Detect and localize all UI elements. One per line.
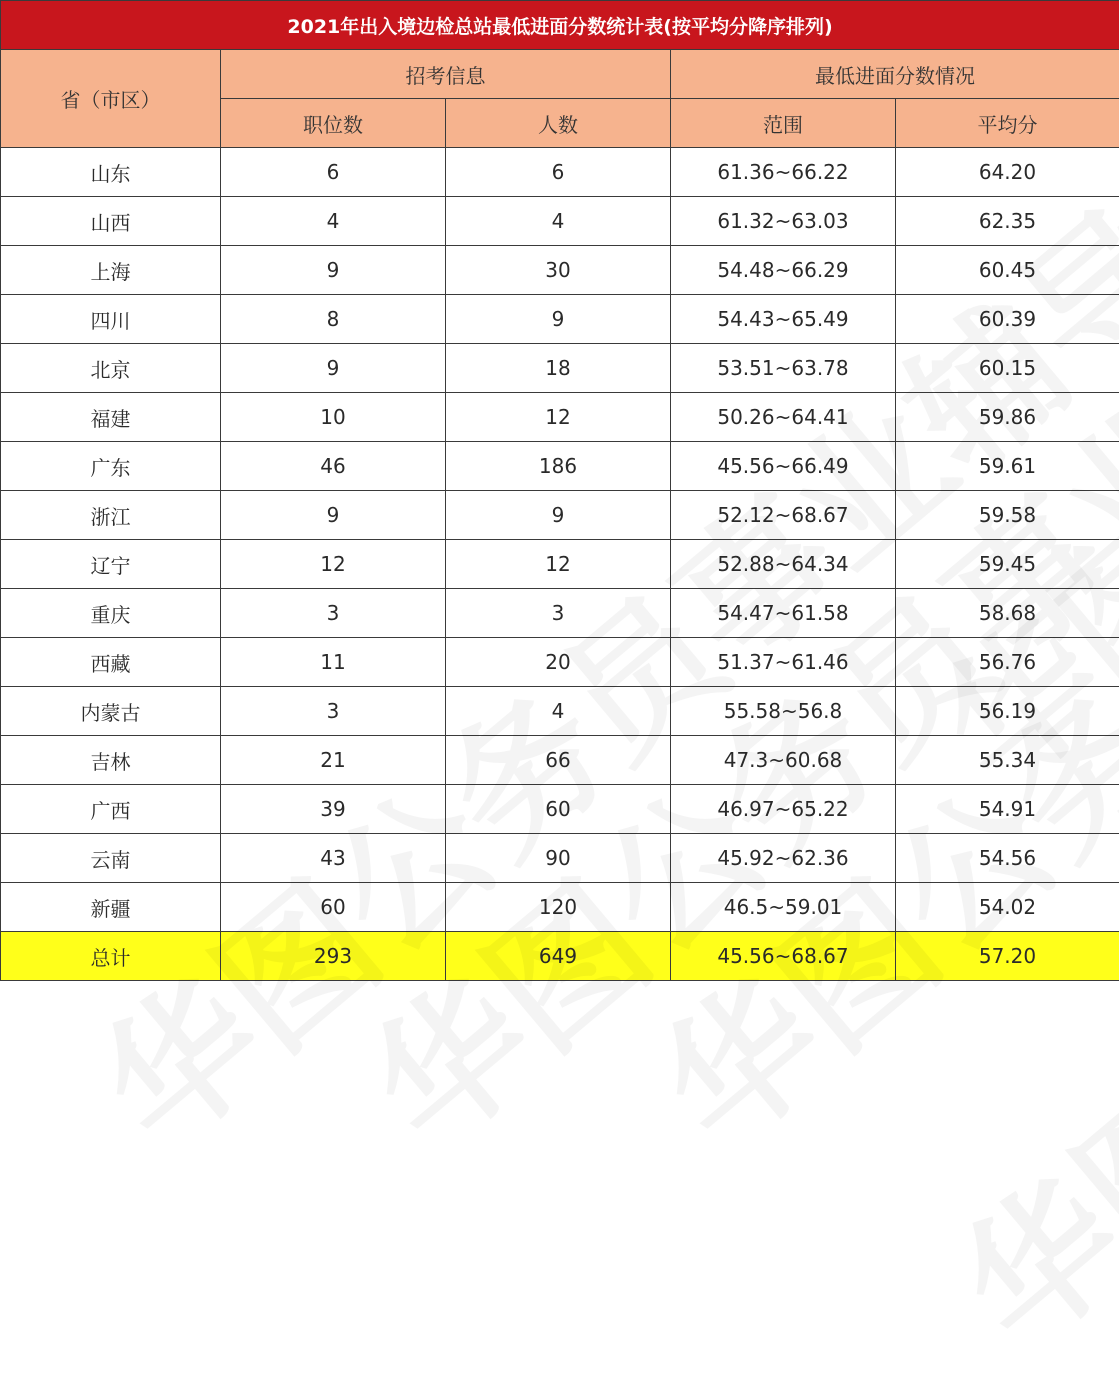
header-average: 平均分 (896, 99, 1119, 148)
cell-region: 山东 (1, 148, 221, 197)
table-row (1, 687, 1119, 736)
cell-average: 60.39 (896, 295, 1119, 344)
cell-range: 61.32~63.03 (671, 197, 896, 246)
cell-positions: 46 (221, 442, 446, 491)
cell-people: 18 (446, 344, 671, 393)
header-row-1 (1, 50, 1119, 99)
cell-range: 45.92~62.36 (671, 834, 896, 883)
table-row (1, 834, 1119, 883)
cell-region: 山西 (1, 197, 221, 246)
cell-positions: 11 (221, 638, 446, 687)
header-people: 人数 (446, 99, 671, 148)
cell-average: 59.61 (896, 442, 1119, 491)
cell-region: 云南 (1, 834, 221, 883)
cell-region: 西藏 (1, 638, 221, 687)
cell-average: 62.35 (896, 197, 1119, 246)
cell-positions: 9 (221, 246, 446, 295)
total-range: 45.56~68.67 (671, 932, 896, 981)
cell-people: 4 (446, 197, 671, 246)
cell-range: 53.51~63.78 (671, 344, 896, 393)
cell-range: 54.47~61.58 (671, 589, 896, 638)
cell-range: 52.12~68.67 (671, 491, 896, 540)
cell-average: 58.68 (896, 589, 1119, 638)
cell-people: 186 (446, 442, 671, 491)
cell-positions: 60 (221, 883, 446, 932)
header-positions: 职位数 (221, 99, 446, 148)
cell-people: 6 (446, 148, 671, 197)
cell-average: 54.02 (896, 883, 1119, 932)
cell-people: 9 (446, 491, 671, 540)
cell-range: 50.26~64.41 (671, 393, 896, 442)
header-group-recruit: 招考信息 (221, 50, 671, 99)
cell-region: 辽宁 (1, 540, 221, 589)
table-row (1, 883, 1119, 932)
cell-positions: 6 (221, 148, 446, 197)
header-region: 省（市区） (1, 50, 221, 148)
table-row (1, 491, 1119, 540)
table-row (1, 295, 1119, 344)
table-row (1, 540, 1119, 589)
cell-average: 59.45 (896, 540, 1119, 589)
cell-region: 浙江 (1, 491, 221, 540)
total-people: 649 (446, 932, 671, 981)
cell-people: 3 (446, 589, 671, 638)
table-row (1, 148, 1119, 197)
table-row (1, 197, 1119, 246)
cell-region: 新疆 (1, 883, 221, 932)
cell-region: 四川 (1, 295, 221, 344)
cell-people: 20 (446, 638, 671, 687)
cell-range: 54.43~65.49 (671, 295, 896, 344)
cell-positions: 9 (221, 491, 446, 540)
total-average: 57.20 (896, 932, 1119, 981)
cell-average: 60.45 (896, 246, 1119, 295)
cell-positions: 12 (221, 540, 446, 589)
table-row (1, 442, 1119, 491)
cell-average: 59.58 (896, 491, 1119, 540)
table-row (1, 344, 1119, 393)
cell-average: 56.19 (896, 687, 1119, 736)
cell-positions: 9 (221, 344, 446, 393)
cell-region: 广西 (1, 785, 221, 834)
cell-average: 54.56 (896, 834, 1119, 883)
cell-range: 55.58~56.8 (671, 687, 896, 736)
table-row (1, 589, 1119, 638)
cell-people: 4 (446, 687, 671, 736)
cell-average: 56.76 (896, 638, 1119, 687)
total-region: 总计 (1, 932, 221, 981)
cell-region: 广东 (1, 442, 221, 491)
table-row (1, 246, 1119, 295)
cell-average: 54.91 (896, 785, 1119, 834)
table-row (1, 785, 1119, 834)
cell-positions: 8 (221, 295, 446, 344)
cell-people: 30 (446, 246, 671, 295)
cell-range: 46.5~59.01 (671, 883, 896, 932)
cell-range: 47.3~60.68 (671, 736, 896, 785)
cell-region: 重庆 (1, 589, 221, 638)
cell-average: 55.34 (896, 736, 1119, 785)
cell-region: 上海 (1, 246, 221, 295)
cell-range: 51.37~61.46 (671, 638, 896, 687)
total-positions: 293 (221, 932, 446, 981)
cell-region: 吉林 (1, 736, 221, 785)
table-row (1, 736, 1119, 785)
cell-positions: 43 (221, 834, 446, 883)
total-row (1, 932, 1119, 981)
cell-people: 66 (446, 736, 671, 785)
cell-range: 46.97~65.22 (671, 785, 896, 834)
header-range: 范围 (671, 99, 896, 148)
cell-people: 9 (446, 295, 671, 344)
cell-region: 福建 (1, 393, 221, 442)
header-group-score: 最低进面分数情况 (671, 50, 1119, 99)
cell-people: 90 (446, 834, 671, 883)
cell-positions: 10 (221, 393, 446, 442)
table-row (1, 638, 1119, 687)
cell-average: 59.86 (896, 393, 1119, 442)
cell-average: 60.15 (896, 344, 1119, 393)
cell-people: 60 (446, 785, 671, 834)
cell-positions: 4 (221, 197, 446, 246)
title-row (1, 1, 1119, 50)
cell-positions: 21 (221, 736, 446, 785)
cell-range: 54.48~66.29 (671, 246, 896, 295)
cell-people: 12 (446, 540, 671, 589)
cell-positions: 3 (221, 589, 446, 638)
cell-people: 12 (446, 393, 671, 442)
cell-people: 120 (446, 883, 671, 932)
cell-range: 61.36~66.22 (671, 148, 896, 197)
cell-range: 45.56~66.49 (671, 442, 896, 491)
cell-region: 内蒙古 (1, 687, 221, 736)
cell-range: 52.88~64.34 (671, 540, 896, 589)
cell-region: 北京 (1, 344, 221, 393)
table-title: 2021年出入境边检总站最低进面分数统计表(按平均分降序排列) (1, 1, 1119, 50)
cell-positions: 39 (221, 785, 446, 834)
cell-average: 64.20 (896, 148, 1119, 197)
table-row (1, 393, 1119, 442)
cell-positions: 3 (221, 687, 446, 736)
